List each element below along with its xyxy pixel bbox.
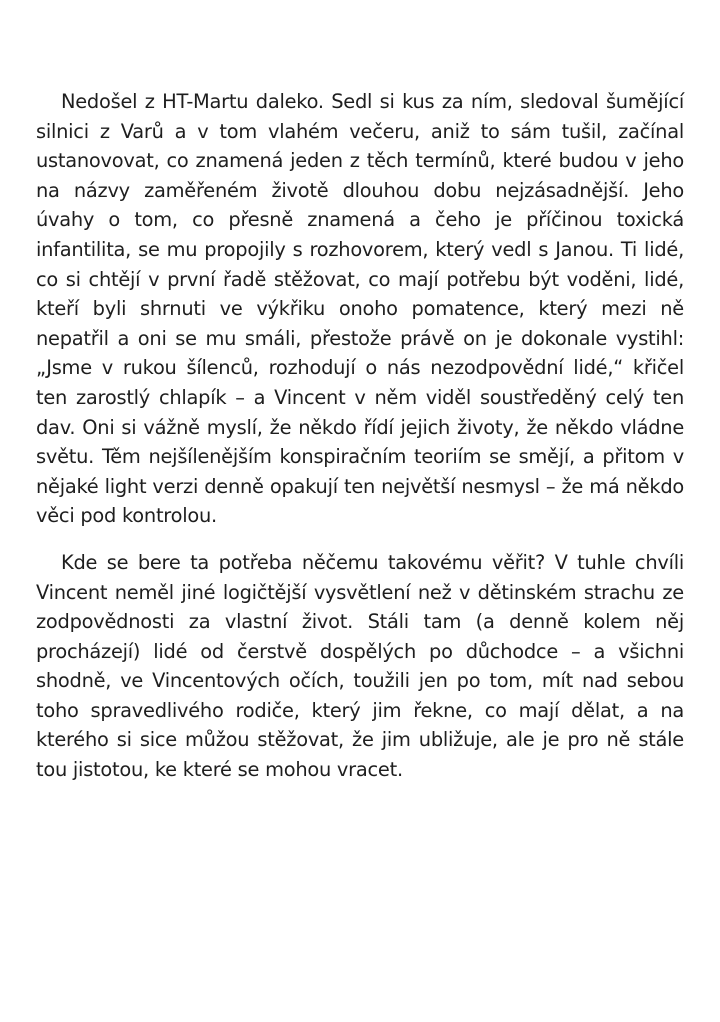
document-body xyxy=(36,87,684,785)
paragraph-1: Nedošel z HT-Martu daleko. Sedl si kus za ním, sledoval šumějící silnici z Varů a v tom vlahém večeru, aniž to sám tušil, začínal ustanovovat, co znamená jeden z těch termínů, které budou v jeho na názvy zaměřeném životě dlouhou dobu nejzásadnější. Jeho úvahy o tom, co přesně znamená a čeho je příčinou toxická infantilita, se mu propojily s rozhovorem, který vedl s Janou. Ti lidé, co si chtějí v první řadě stěžovat, co mají potřebu být voděni, lidé, kteří byli shrnuti ve výkřiku onoho pomatence, který mezi ně nepatřil a oni se mu smáli, přestože právě on je dokonale vystihl: „Jsme v rukou šílenců, rozhodují o nás nezodpovědní lidé,“ křičel ten zarostlý chlapík – a Vincent v něm viděl soustředěný celý ten dav. Oni si vážně myslí, že někdo řídí jejich životy, že někdo vládne světu. Těm nejšílenějším konspiračním teoriím se smějí, a přitom v nějaké light verzi denně opakují ten největší nesmysl – že má někdo věci pod kontrolou. xyxy=(36,90,684,528)
paragraph-2: Kde se bere ta potřeba něčemu takovému věřit? V tuhle chvíli Vincent neměl jiné logičtější vysvětlení než v dětinském strachu ze zodpovědnosti za vlastní život. Stáli tam (a denně kolem něj procházejí) lidé od čerstvě dospělých po důchodce – a všichni shodně, ve Vincentových očích, toužili jen po tom, mít nad sebou toho spravedlivého rodiče, který jim řekne, co mají dělat, a na kterého si sice můžou stěžovat, že jim ubližuje, ale je pro ně stále tou jistotou, ke které se mohou vracet. xyxy=(36,550,684,782)
